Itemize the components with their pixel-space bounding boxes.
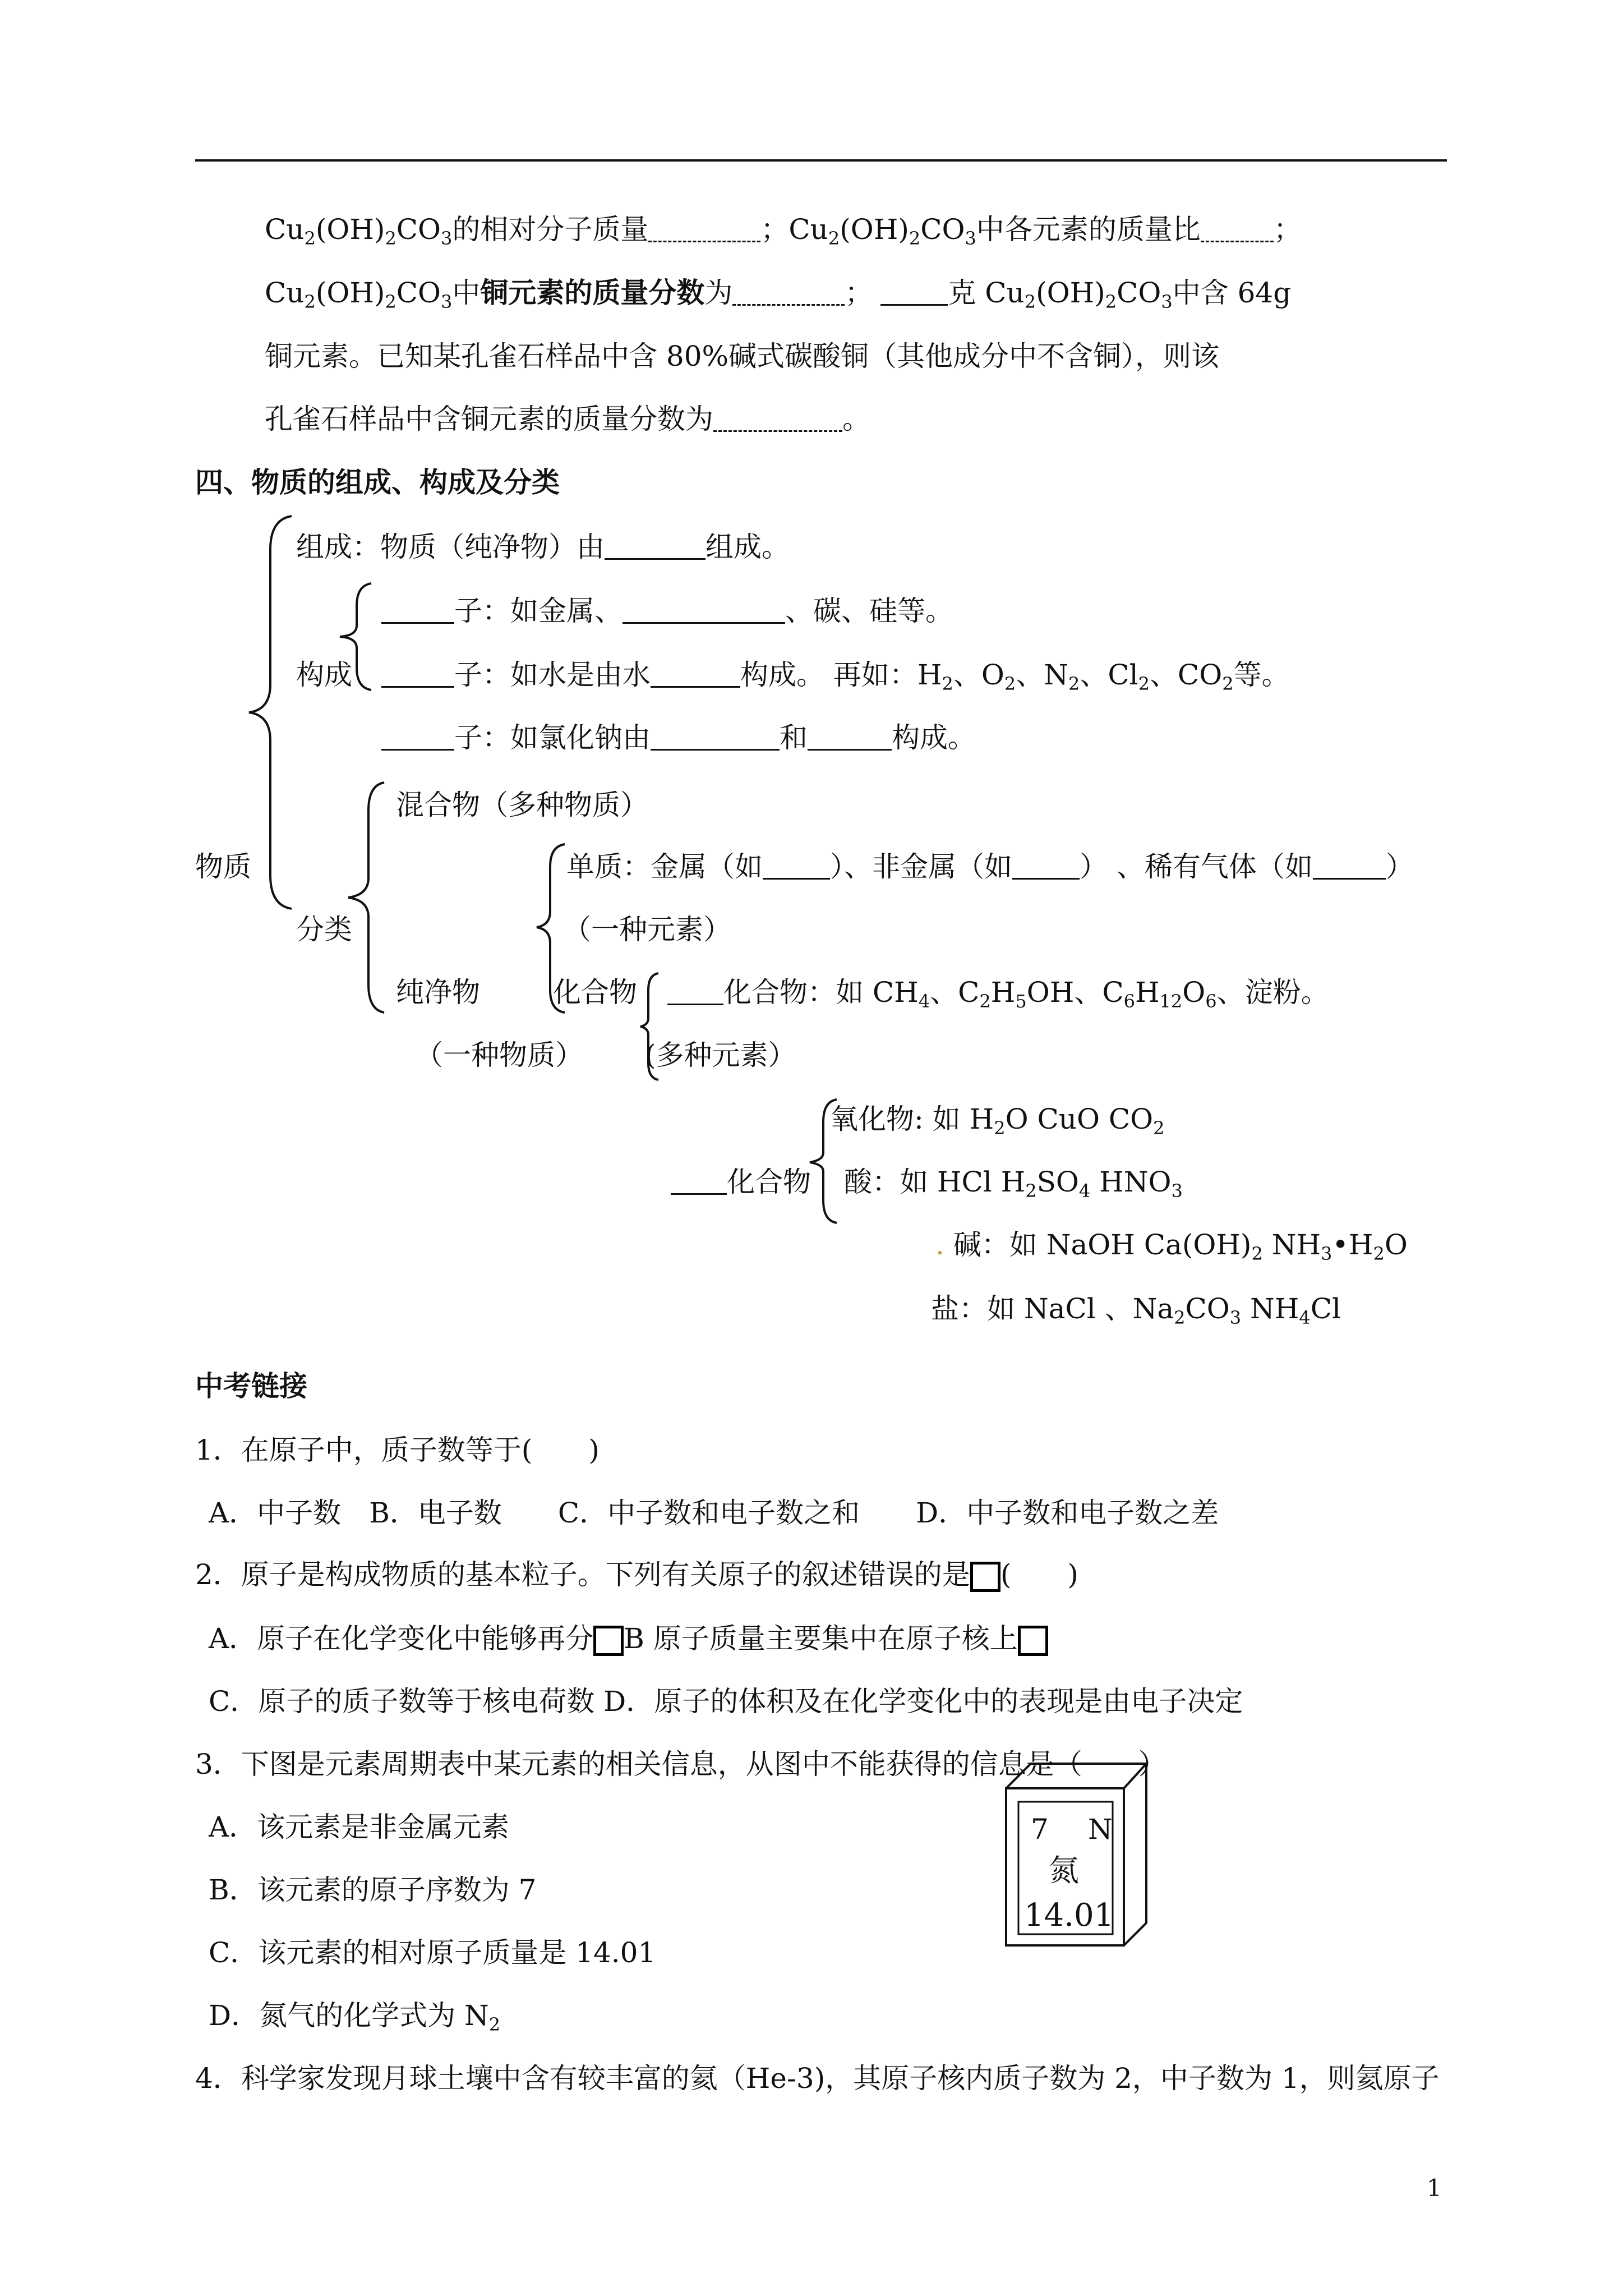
- composition-line: 组成：物质（纯净物）由 组成。: [296, 531, 790, 563]
- structure-line-2: 子：如水是由水 构成。 再如：$H_2$、$O_2$、$N_2$、$Cl_2$、$CO_2$等。: [381, 661, 1290, 689]
- element-mass: 14.01: [1024, 1897, 1114, 1934]
- question-2-c-d: C．原子的质子数等于核电荷数 D．原子的体积及在化学变化中的表现是由电子决定: [209, 1685, 1243, 1718]
- question-3: 3．下图是元素周期表中某元素的相关信息，从图中不能获得的信息是（ ）: [195, 1748, 1166, 1780]
- answer-box: [970, 1562, 1000, 1592]
- compound-label: 化合物: [553, 976, 637, 1009]
- question-4: 4．科学家发现月球土壤中含有较丰富的氦（He-3)，其原子核内质子数为 2，中子数为 1，则氦原子: [195, 2062, 1440, 2095]
- compound-note: (多种元素）: [645, 1039, 796, 1071]
- mixture-label: 混合物（多种物质）: [396, 789, 648, 821]
- question-2-a-b: A．原子在化学变化中能够再分 B 原子质量主要集中在原子核上: [209, 1625, 1048, 1656]
- answer-box: [1018, 1626, 1048, 1656]
- element-symbol: N: [1088, 1813, 1113, 1846]
- exam-title: 中考链接: [195, 1369, 307, 1402]
- root-label: 物质: [195, 850, 251, 883]
- acid-line: 酸：如 HCl $H_2SO_4$ $HNO_3$: [844, 1166, 1183, 1202]
- brace-main: [247, 516, 297, 909]
- answer-box: [593, 1626, 624, 1656]
- element-number: 7: [1031, 1813, 1049, 1846]
- question-2: 2．原子是构成物质的基本粒子。下列有关原子的叙述错误的是 ( ): [195, 1558, 1078, 1591]
- element-name: 氮: [1049, 1853, 1079, 1888]
- inorganic-line: 化合物: [671, 1168, 811, 1196]
- element-note: （一种元素）: [563, 913, 731, 946]
- question-1-options: A．中子数 B．电子数 C．中子数和电子数之和 D．中子数和电子数之差: [209, 1497, 1219, 1529]
- structure-label: 构成: [296, 659, 352, 691]
- organic-line: 化合物：如 $CH_4$、$C_2H_5OH$、$C_6H_{12}O_6$、淀粉。: [667, 978, 1329, 1006]
- structure-line-3: 子：如氯化钠由 和 构成。: [381, 724, 976, 752]
- question-1: 1．在原子中，质子数等于( ): [195, 1434, 600, 1466]
- header-rule: [195, 159, 1447, 162]
- section-title: 四、物质的组成、构成及分类: [195, 466, 560, 499]
- intro-line-4: 孔雀石样品中含铜元素的质量分数为 。: [265, 403, 870, 435]
- oxide-line: 氧化物: 如 $H_2O$ CuO $CO_2$: [830, 1103, 1165, 1139]
- question-3-a: A．该元素是非金属元素: [209, 1811, 510, 1843]
- element-line: 单质：金属（如 ）、非金属（如 ） 、稀有气体（如 ）: [566, 850, 1414, 883]
- intro-line-1: $Cu_2(OH)_2CO_3$的相对分子质量 ；$Cu_2(OH)_2CO_3$中各元素的质量比 ；: [265, 213, 1302, 249]
- periodic-element-cube: [1004, 1760, 1150, 1951]
- brace-classification: [345, 783, 390, 1013]
- intro-line-2: $Cu_2(OH)_2CO_3$中铜元素的质量分数为 ； 克 $Cu_2(OH)_2CO_3$中含 64g: [265, 276, 1292, 312]
- question-3-c: C．该元素的相对原子质量是 14.01: [209, 1936, 656, 1969]
- pure-substance-note: （一种物质）: [415, 1039, 583, 1071]
- brace-compound: [639, 973, 662, 1080]
- page-number: 1: [1427, 2174, 1442, 2202]
- question-3-d: D．氮气的化学式为 $N_2$: [209, 1999, 501, 2035]
- structure-line-1: 子：如金属、 、碳、硅等。: [381, 597, 953, 625]
- salt-line: 盐：如 NaCl 、$Na_2CO_3$ $NH_4Cl$: [931, 1292, 1341, 1328]
- classification-label: 分类: [296, 913, 352, 946]
- intro-line-3: 铜元素。已知某孔雀石样品中含 80%碱式碳酸铜（其他成分中不含铜），则该: [265, 340, 1220, 372]
- pure-substance-label: 纯净物: [396, 976, 480, 1009]
- question-3-b: B．该元素的原子序数为 7: [209, 1874, 537, 1906]
- base-line: . 碱：如 NaOH $Ca(OH)_2$ $NH_3•H_2O$: [935, 1228, 1408, 1264]
